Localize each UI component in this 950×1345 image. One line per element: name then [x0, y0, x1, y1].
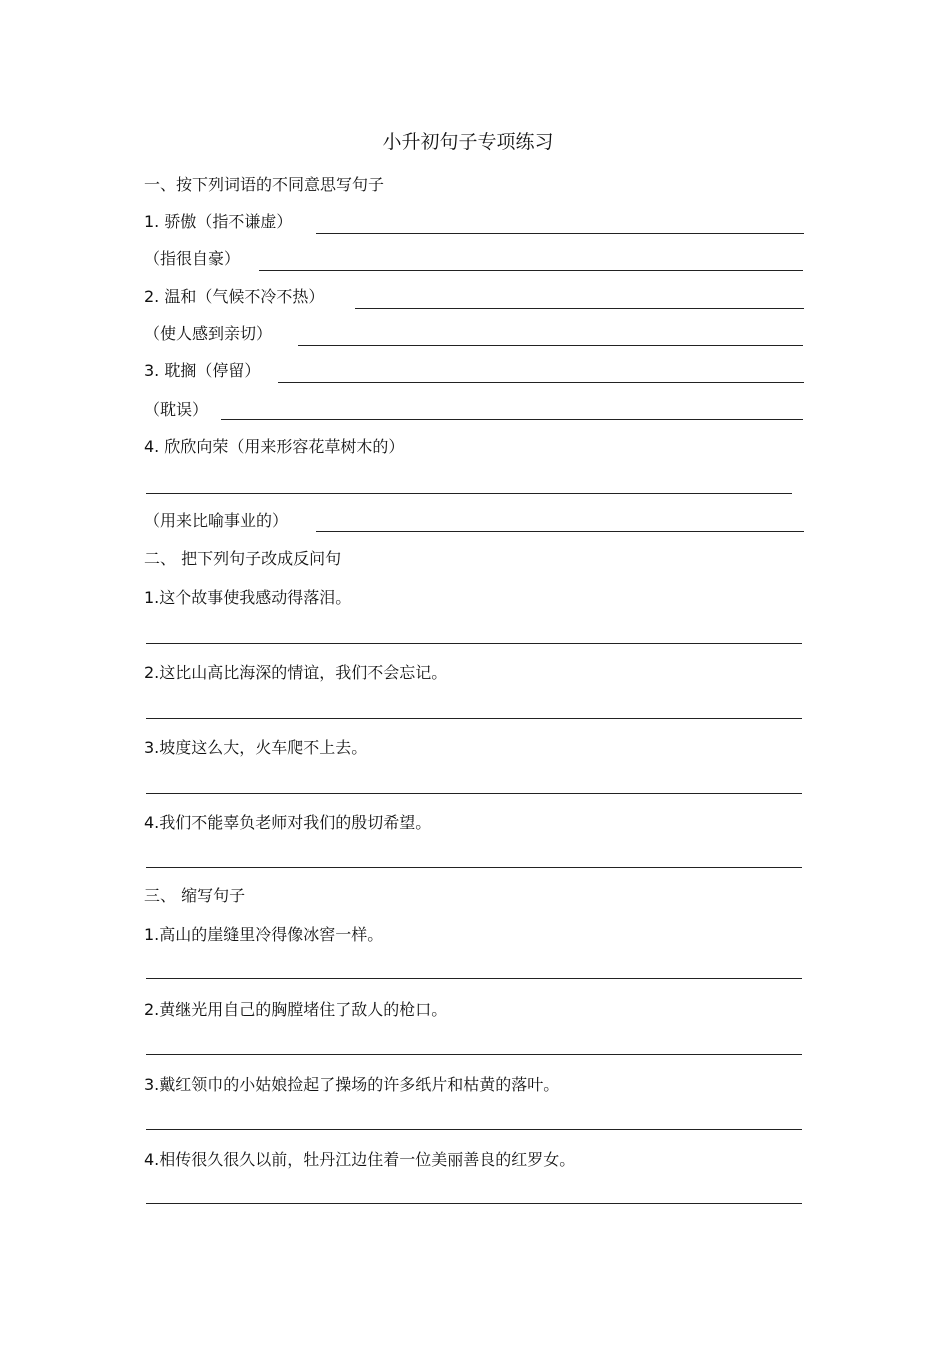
question-4-prompt-a: 4. 欣欣向荣（用来形容花草树木的） [144, 437, 405, 456]
rhetorical-question-2: 2.这比山高比海深的情谊，我们不会忘记。 [144, 663, 448, 682]
question-2-prompt-b: （使人感到亲切） [144, 324, 273, 343]
answer-line[interactable] [146, 1203, 802, 1204]
answer-line[interactable] [146, 1129, 802, 1130]
section-3-heading: 三、 缩写句子 [144, 886, 246, 905]
answer-line[interactable] [278, 382, 804, 383]
condense-question-4: 4.相传很久很久以前，牡丹江边住着一位美丽善良的红罗女。 [144, 1150, 576, 1169]
answer-line[interactable] [146, 493, 792, 494]
answer-line[interactable] [146, 978, 802, 979]
rhetorical-question-1: 1.这个故事使我感动得落泪。 [144, 588, 352, 607]
question-3-prompt-a: 3. 耽搁（停留） [144, 361, 261, 380]
answer-line[interactable] [146, 643, 802, 644]
section-2-heading: 二、 把下列句子改成反问句 [144, 549, 342, 568]
answer-line[interactable] [146, 718, 802, 719]
rhetorical-question-4: 4.我们不能辜负老师对我们的殷切希望。 [144, 813, 432, 832]
condense-question-1: 1.高山的崖缝里冷得像冰窖一样。 [144, 925, 384, 944]
section-1-heading: 一、按下列词语的不同意思写句子 [144, 175, 385, 194]
answer-line[interactable] [146, 793, 802, 794]
question-1-prompt-a: 1. 骄傲（指不谦虚） [144, 212, 293, 231]
rhetorical-question-3: 3.坡度这么大，火车爬不上去。 [144, 738, 368, 757]
question-3-prompt-b: （耽误） [144, 400, 209, 419]
question-1-prompt-b: （指很自豪） [144, 249, 241, 268]
answer-line[interactable] [316, 233, 804, 234]
answer-line[interactable] [146, 1054, 802, 1055]
answer-line[interactable] [221, 419, 803, 420]
question-4-prompt-b: （用来比喻事业的） [144, 511, 289, 530]
answer-line[interactable] [298, 345, 803, 346]
page-title: 小升初句子专项练习 [382, 131, 554, 153]
question-2-prompt-a: 2. 温和（气候不冷不热） [144, 287, 325, 306]
answer-line[interactable] [146, 867, 802, 868]
condense-question-3: 3.戴红领巾的小姑娘捡起了操场的许多纸片和枯黄的落叶。 [144, 1075, 560, 1094]
answer-line[interactable] [316, 531, 804, 532]
answer-line[interactable] [355, 308, 804, 309]
condense-question-2: 2.黄继光用自己的胸膛堵住了敌人的枪口。 [144, 1000, 448, 1019]
answer-line[interactable] [259, 270, 803, 271]
